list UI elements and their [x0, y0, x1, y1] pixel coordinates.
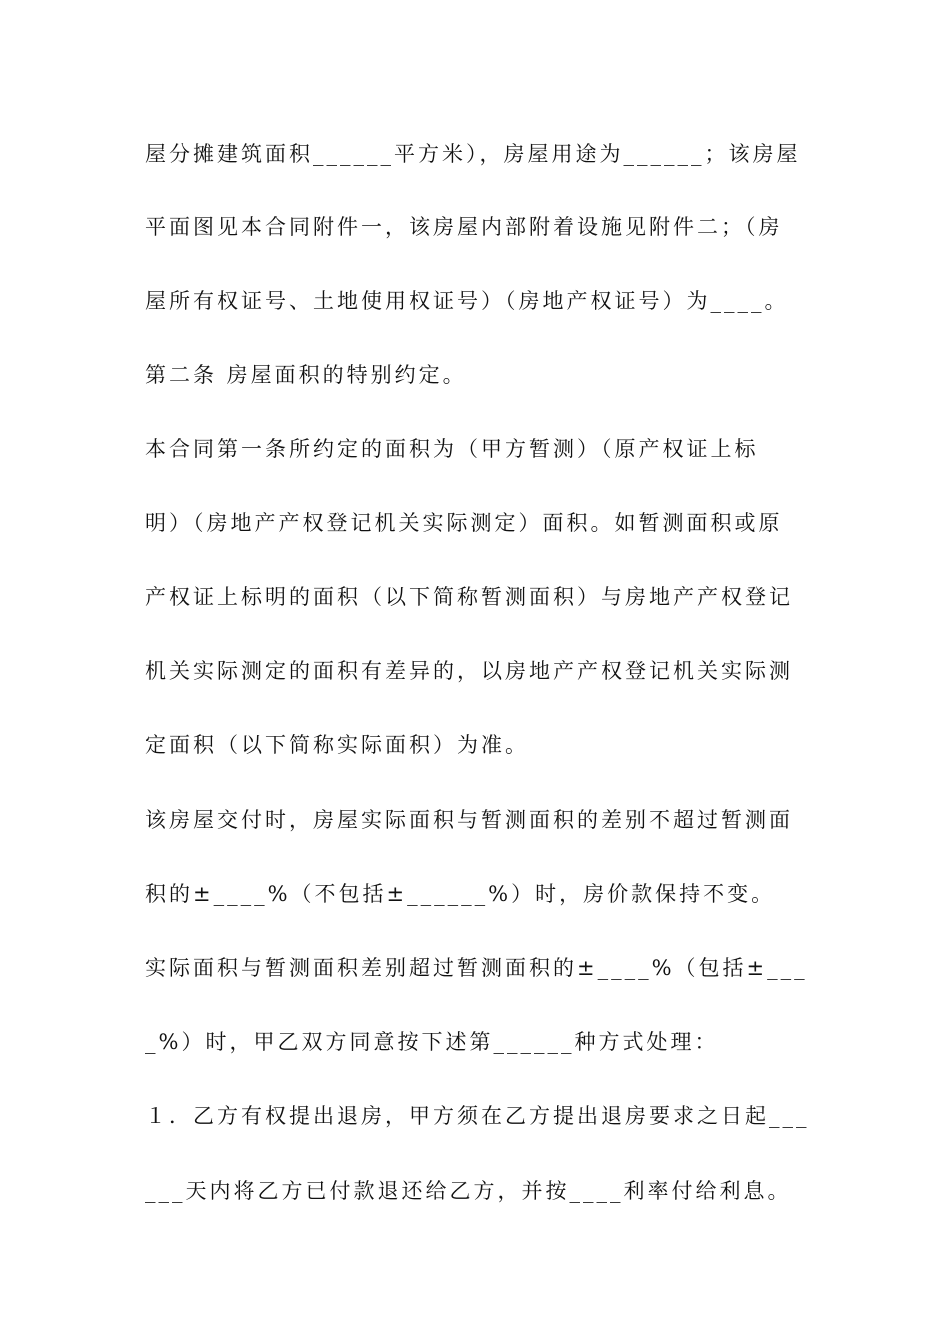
text-line: 定面积（以下简称实际面积）为准。	[145, 733, 529, 757]
text-line: ___天内将乙方已付款退还给乙方，并按____利率付给利息。	[145, 1179, 792, 1203]
list-item: １．乙方有权提出退房，甲方须在乙方提出退房要求之日起___	[145, 1104, 810, 1128]
text-line: 本合同第一条所约定的面积为（甲方暂测）（原产权证上标	[145, 437, 759, 461]
text-line: 产权证上标明的面积（以下简称暂测面积）与房地产产权登记	[145, 585, 793, 609]
section-heading: 第二条 房屋面积的特别约定。	[145, 363, 467, 387]
text-line: 机关实际测定的面积有差异的，以房地产产权登记机关实际测	[145, 659, 793, 683]
text-line: 明）（房地产产权登记机关实际测定）面积。如暂测面积或原	[145, 511, 783, 535]
text-line: 该房屋交付时，房屋实际面积与暂测面积的差别不超过暂测面	[145, 808, 793, 832]
text-line: 屋分摊建筑面积______平方米），房屋用途为______；该房屋	[145, 142, 801, 166]
text-line: 平面图见本合同附件一，该房屋内部附着设施见附件二；（房	[145, 215, 783, 239]
text-line: 实际面积与暂测面积差别超过暂测面积的±____%（包括±___	[145, 956, 808, 980]
text-line: _%）时，甲乙双方同意按下述第______种方式处理：	[145, 1030, 719, 1054]
text-line: 积的±____%（不包括±______%）时，房价款保持不变。	[145, 882, 776, 906]
text-line: 屋所有权证号、土地使用权证号）（房地产权证号）为____。	[145, 289, 789, 313]
